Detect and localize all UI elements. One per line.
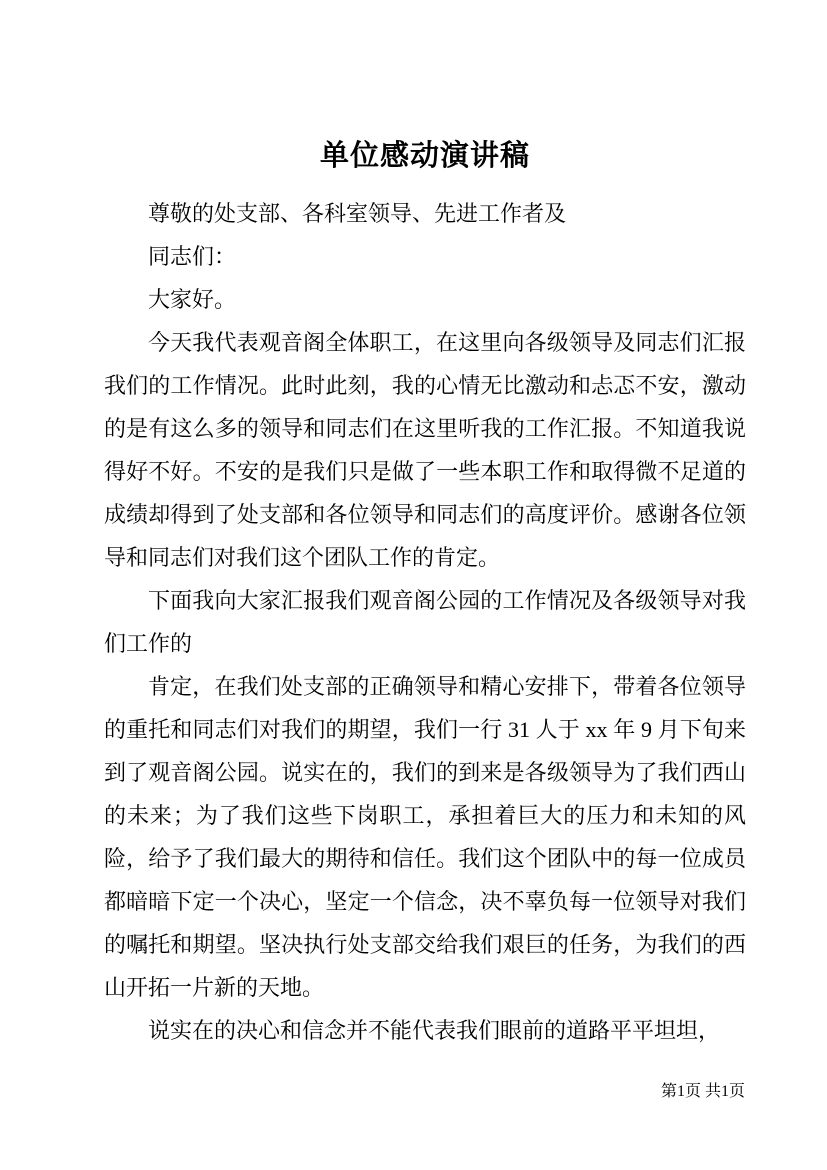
paragraph-salutation: 尊敬的处支部、各科室领导、先进工作者及	[148, 201, 567, 226]
page-number-indicator: 第1页 共1页	[660, 1083, 745, 1100]
document-content	[104, 136, 746, 1052]
paragraph-greeting: 大家好。	[148, 287, 237, 312]
document-title: 单位感动演讲稿	[319, 140, 530, 172]
page-footer	[661, 1082, 745, 1102]
paragraph-body-2: 下面我向大家汇报我们观音阁公园的工作情况及各级领导对我们工作的	[104, 588, 746, 656]
paragraph-body-1: 今天我代表观音阁全体职工，在这里向各级领导及同志们汇报我们的工作情况。此时此刻，我的心情无比激动和忐忑不安，激动的是有这么多的领导和同志们在这里听我的工作汇报。不知道我说得好不好。不安的是我们只是做了一些本职工作和取得微不足道的成绩却得到了处支部和各位领导和同志们的高度评价。感谢各位领导和同志们对我们这个团队工作的肯定。	[104, 330, 746, 570]
paragraph-body-4: 说实在的决心和信念并不能代表我们眼前的道路平平坦坦，	[148, 1018, 721, 1043]
paragraph-body-3: 肯定，在我们处支部的正确领导和精心安排下，带着各位领导的重托和同志们对我们的期望，我们一行 31 人于 xx 年 9 月下旬来到了观音阁公园。说实在的，我们的到来是各级领导为了我们西山的未来；为了我们这些下岗职工，承担着巨大的压力和未知的风险，给予了我们最大的期待和信任。我们这个团队中的每一位成员都暗暗下定一个决心，坚定一个信念，决不辜负每一位领导对我们的嘱托和期望。坚决执行处支部交给我们艰巨的任务，为我们的西山开拓一片新的天地。	[104, 674, 746, 1000]
paragraph-comrades: 同志们：	[148, 244, 237, 269]
